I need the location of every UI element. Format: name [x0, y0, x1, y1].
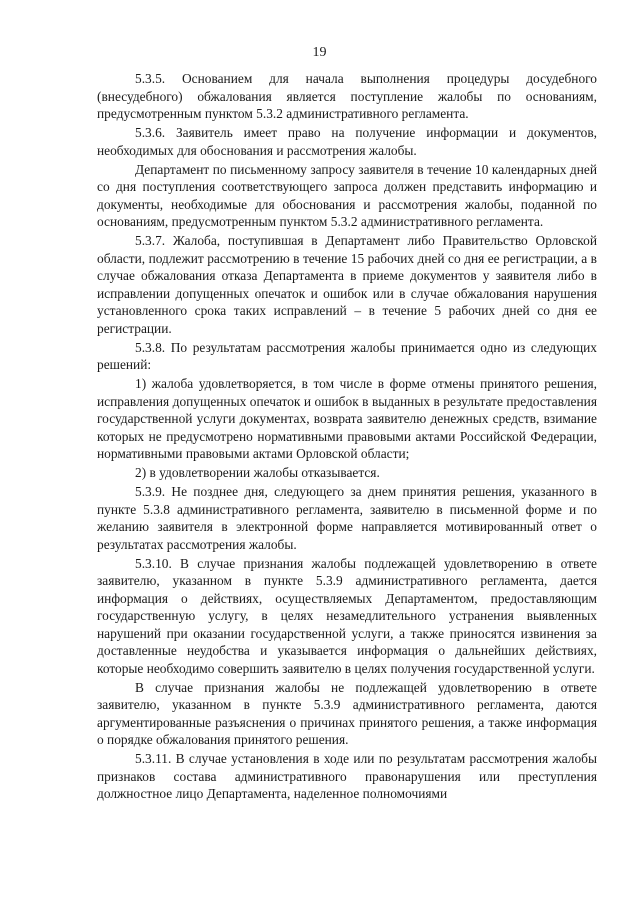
document-body — [97, 70, 597, 804]
paragraph-5-3-5: 5.3.5. Основанием для начала выполнения процедуры досудебного (внесудебного) обжалования является поступление жалобы по основаниям, предусмотренным пунктом 5.3.2 административного регламента. — [97, 71, 597, 121]
paragraph-5-3-6: 5.3.6. Заявитель имеет право на получение информации и документов, необходимых для обоснования и рассмотрения жалобы. — [97, 125, 597, 158]
paragraph-5-3-8: 5.3.8. По результатам рассмотрения жалобы принимается одно из следующих решений: — [97, 339, 597, 372]
paragraph-5-3-11: 5.3.11. В случае установления в ходе или по результатам рассмотрения жалобы признаков состава административного правонарушения или преступления должностное лицо Департамента, наделенное полномочиями — [97, 751, 597, 801]
paragraph-decision-2: 2) в удовлетворении жалобы отказывается. — [135, 465, 380, 480]
paragraph-5-3-10: 5.3.10. В случае признания жалобы подлежащей удовлетворению в ответе заявителю, указанном в пункте 5.3.9 административного регламента, дается информация о действиях, осуществляемых Департаментом, предоставляющим государственную услугу, в целях незамедлительного устранения выявленных нарушений при оказании государственной услуги, а также приносятся извинения за доставленные неудобства и указывается информация о дальнейших действиях, которые необходимо совершить заявителю в целях получения государственной услуги. — [97, 555, 597, 676]
paragraph-rejection-info: В случае признания жалобы не подлежащей удовлетворению в ответе заявителю, указанном в пункте 5.3.9 административного регламента, даются аргументированные разъяснения о причинах принятого решения, а также информация о порядке обжалования принятого решения. — [97, 679, 597, 747]
paragraph-5-3-9: 5.3.9. Не позднее дня, следующего за днем принятия решения, указанного в пункте 5.3.8 административного регламента, заявителю в письменной форме и по желанию заявителя в электронной форме направляется мотивированный ответ о результатах рассмотрения жалобы. — [97, 484, 597, 552]
paragraph-decision-1: 1) жалоба удовлетворяется, в том числе в форме отмены принятого решения, исправления допущенных опечаток и ошибок в выданных в результате предоставления государственной услуги документах, возврата заявителю денежных средств, взимание которых не предусмотрено нормативными правовыми актами Российской Федерации, нормативными правовыми актами Орловской области; — [97, 376, 597, 461]
paragraph-5-3-7: 5.3.7. Жалоба, поступившая в Департамент либо Правительство Орловской области, подлежит рассмотрению в течение 15 рабочих дней со дня ее регистрации, а в случае обжалования отказа Департамента в приеме документов у заявителя либо в исправлении допущенных опечаток и ошибок или в случае обжалования нарушения установленного срока таких исправлений – в течение 5 рабочих дней со дня ее регистрации. — [97, 233, 597, 336]
paragraph-department-request: Департамент по письменному запросу заявителя в течение 10 календарных дней со дня поступления соответствующего запроса должен представить информацию и документы, необходимые для обоснования и рассмотрения жалобы, поданной по основаниям, предусмотренным пунктом 5.3.2 административного регламента. — [97, 161, 597, 229]
page-number: 19 — [312, 45, 327, 60]
